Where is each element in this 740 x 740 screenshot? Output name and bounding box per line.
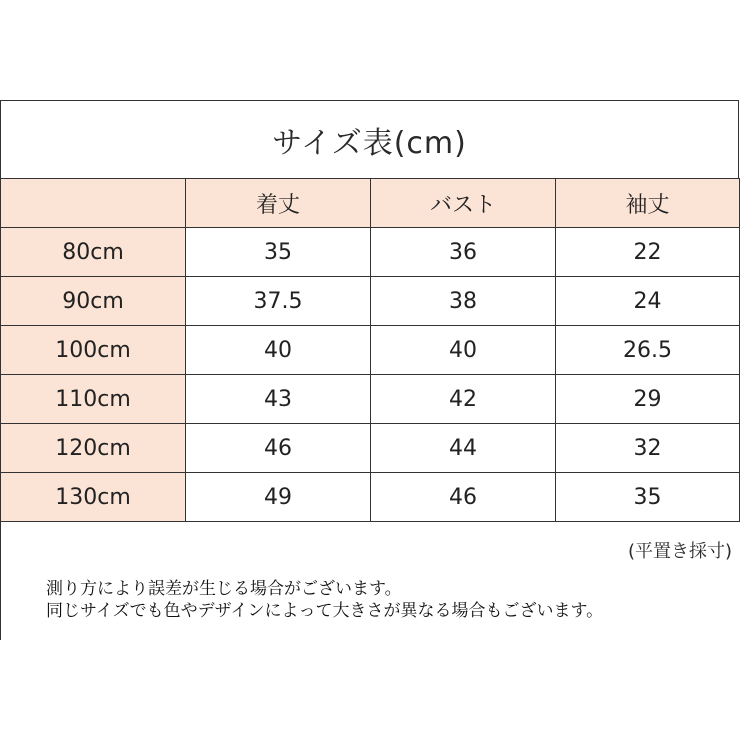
- table-row: [1, 375, 740, 424]
- table-row: [1, 326, 740, 375]
- cell-length: 49: [186, 473, 371, 522]
- cell-sleeve: 22: [556, 228, 740, 277]
- measurement-note: (平置き採寸): [627, 541, 732, 562]
- cell-bust: 36: [371, 228, 556, 277]
- cell-bust: 38: [371, 277, 556, 326]
- cell-sleeve: 26.5: [556, 326, 740, 375]
- table-row: [1, 473, 740, 522]
- table-row: [1, 424, 740, 473]
- table-row: [1, 228, 740, 277]
- cell-sleeve: 32: [556, 424, 740, 473]
- cell-length: 43: [186, 375, 371, 424]
- size-chart-title: サイズ表(cm): [0, 100, 739, 178]
- cell-sleeve: 35: [556, 473, 740, 522]
- cell-length: 37.5: [186, 277, 371, 326]
- cell-bust: 40: [371, 326, 556, 375]
- row-size: 120cm: [1, 424, 186, 473]
- cell-length: 46: [186, 424, 371, 473]
- cell-bust: 44: [371, 424, 556, 473]
- header-corner: [1, 179, 186, 228]
- disclaimer-line: 測り方により誤差が生じる場合がございます。: [46, 579, 402, 599]
- cell-bust: 42: [371, 375, 556, 424]
- cell-length: 35: [186, 228, 371, 277]
- header-bust: バスト: [371, 179, 556, 228]
- table-row: [1, 277, 740, 326]
- disclaimer-line: 同じサイズでも色やデザインによって大きさが異なる場合もございます。: [46, 601, 604, 621]
- row-size: 100cm: [1, 326, 186, 375]
- disclaimer-notes: [46, 578, 603, 622]
- cell-length: 40: [186, 326, 371, 375]
- table-header-row: [1, 179, 740, 228]
- header-sleeve: 袖丈: [556, 179, 740, 228]
- size-table: [0, 178, 740, 522]
- cell-bust: 46: [371, 473, 556, 522]
- row-size: 110cm: [1, 375, 186, 424]
- row-size: 80cm: [1, 228, 186, 277]
- header-length: 着丈: [186, 179, 371, 228]
- cell-sleeve: 29: [556, 375, 740, 424]
- row-size: 90cm: [1, 277, 186, 326]
- cell-sleeve: 24: [556, 277, 740, 326]
- row-size: 130cm: [1, 473, 186, 522]
